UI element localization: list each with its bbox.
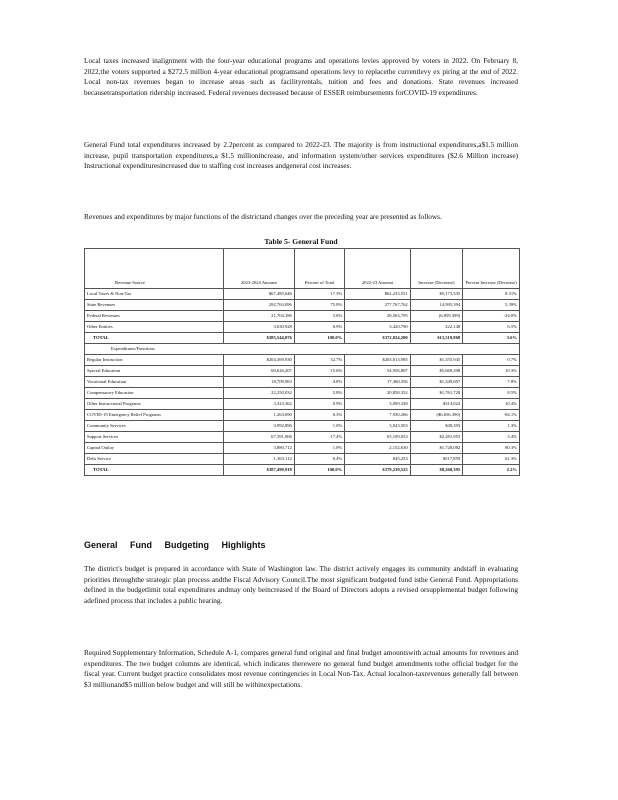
row-value: $1,728,082 xyxy=(410,443,463,454)
row-value: 17.3% xyxy=(294,289,344,300)
row-value: 3.6% xyxy=(463,333,520,344)
general-fund-table xyxy=(84,248,520,476)
row-value: 0.7% xyxy=(463,355,520,366)
row-value: 65,109,053 xyxy=(345,432,410,443)
table-row xyxy=(85,355,520,366)
row-label: Support Services xyxy=(85,432,224,443)
row-label: Federal Revenues xyxy=(85,311,224,322)
row-value: $372,024,200 xyxy=(345,333,410,344)
table-title: Table 5- General Fund xyxy=(264,237,338,246)
row-value: $49,393 xyxy=(410,421,463,432)
table-row xyxy=(85,399,520,410)
row-label: COVID-19 Emergency Relief Programs xyxy=(85,410,224,421)
table-row xyxy=(85,410,520,421)
row-value: -84.1% xyxy=(463,410,520,421)
table-row xyxy=(85,421,520,432)
header-source: Revenue Source xyxy=(85,249,224,289)
table-row xyxy=(85,300,520,311)
row-label: Local Taxes & Non-Tax xyxy=(85,289,224,300)
table-total-row xyxy=(85,333,520,344)
row-value: $203,013,985 xyxy=(345,355,410,366)
row-value: 100.0% xyxy=(294,465,344,476)
row-value: 277,767,762 xyxy=(345,300,410,311)
row-value: 0.9% xyxy=(294,322,344,333)
row-value: 1,363,112 xyxy=(223,454,294,465)
row-label: Special Education xyxy=(85,366,224,377)
row-value: 1.0% xyxy=(294,421,344,432)
table-row xyxy=(85,377,520,388)
row-value: 60,626,207 xyxy=(223,366,294,377)
paragraph-supplementary-info: Required Supplementary Information, Schedule A-1, compares general fund original and final budget amountswith actual amounts for revenues and expenditures. The two budget columns are identical, which indicates therewere no general fund budget amendments tothe official budget for the fiscal year. Current budget practice consolidates most revenue contingencies in Local Non-Tax. Actual localnon-taxrevenues generally fall between $3 millionand$5 million below budget and will still be withinexpectations. xyxy=(84,648,518,689)
row-label: Other Entities xyxy=(85,322,224,333)
row-value: 3,630,928 xyxy=(223,322,294,333)
row-value: 18,709,963 xyxy=(223,377,294,388)
table-row xyxy=(85,443,520,454)
row-value: $8,260,395 xyxy=(410,465,463,476)
row-value: 8.5% xyxy=(463,388,520,399)
row-value: 222,148 xyxy=(410,322,463,333)
row-value: $2,281,953 xyxy=(410,432,463,443)
row-value: 80.3% xyxy=(463,443,520,454)
table-row xyxy=(85,322,520,333)
row-value: 5.8% xyxy=(294,388,344,399)
row-value: 21,704,396 xyxy=(223,311,294,322)
row-label: Compensatory Education xyxy=(85,388,224,399)
paragraph-budget-process: The district's budget is prepared in accordance with State of Washington law. The district actively engages its community andstaff in evaluating priorities throughthe strategic plan process andthe Fiscal Advisory Council.The most significant budgeted fund isthe General Fund. Appropriations defined in the budgetlimit total expenditures andmay only beincreased if the Board of Directors adopts a revised orsupplemental budget following adefined process that includes a public hearing. xyxy=(84,564,518,605)
row-label: TOTAL xyxy=(85,333,224,344)
row-label: Regular Instruction xyxy=(85,355,224,366)
row-value: 0.4% xyxy=(294,454,344,465)
row-value: -24.0% xyxy=(463,311,520,322)
row-value: $1,355,945 xyxy=(410,355,463,366)
section-heading: General Fund Budgeting Highlights xyxy=(84,540,266,550)
row-value: 22,250,032 xyxy=(223,388,294,399)
row-value: 20,858,352 xyxy=(345,388,410,399)
paragraph-table-intro: Revenues and expenditures by major functions of the districtand changes over the preceding year are presented as follows. xyxy=(84,212,442,221)
row-value: 61.3% xyxy=(463,454,520,465)
row-value: (6,859,399) xyxy=(410,311,463,322)
row-value: $5,173,335 xyxy=(410,289,463,300)
row-value: $204,369,930 xyxy=(223,355,294,366)
row-value: $387,499,918 xyxy=(223,465,294,476)
row-value: 2.2% xyxy=(463,465,520,476)
row-value: 2,152,630 xyxy=(345,443,410,454)
row-value: 7.8% xyxy=(463,377,520,388)
row-value: ($6,656,396) xyxy=(410,410,463,421)
row-label: Other Instructional Programs xyxy=(85,399,224,410)
row-value: 1.0% xyxy=(294,443,344,454)
header-2022-amount: 2022-23 Amount xyxy=(345,249,410,289)
row-value: 67,391,006 xyxy=(223,432,294,443)
row-value: $5,669,398 xyxy=(410,366,463,377)
row-value: 0.9% xyxy=(294,399,344,410)
table-row xyxy=(85,366,520,377)
row-value: $385,544,076 xyxy=(223,333,294,344)
row-value: 3,420,790 xyxy=(345,322,410,333)
row-label: TOTAL xyxy=(85,465,224,476)
row-value: 7,930,266 xyxy=(345,410,410,421)
row-value: 54,956,807 xyxy=(345,366,410,377)
table-row xyxy=(85,454,520,465)
row-value: $517,859 xyxy=(410,454,463,465)
row-value: 1,263,690 xyxy=(223,410,294,421)
row-value: 3,009,338 xyxy=(345,399,410,410)
row-value: 5.39% xyxy=(463,300,520,311)
header-2023-amount: 2023-2024 Amount xyxy=(223,249,294,289)
table-row xyxy=(85,289,520,300)
row-value: 845,253 xyxy=(345,454,410,465)
section-label: Expenditures/Functions xyxy=(85,344,520,355)
row-value: $1,761,728 xyxy=(410,388,463,399)
row-value: 0.3% xyxy=(294,410,344,421)
table-row xyxy=(85,311,520,322)
row-value: 14,995,394 xyxy=(410,300,463,311)
row-value: 75.0% xyxy=(294,300,344,311)
row-label: Vocational Education xyxy=(85,377,224,388)
row-value: 292,763,096 xyxy=(223,300,294,311)
paragraph-expenditure-changes: General Fund total expenditures increased by 2.2percent as compared to 2022-23. The majority is from instructional expenditures,a$1.5 million increase, pupil transportation expenditures,a $1.5 millionincrease, and information system/other services expenditures ($2.6 Million increase) Instructional expendituresincreased due to staffing cost increases andgeneral cost increases. xyxy=(84,140,518,171)
row-label: Community Services xyxy=(85,421,224,432)
row-label: State Revenues xyxy=(85,300,224,311)
table-total-row xyxy=(85,465,520,476)
header-increase: Increase (Decrease) xyxy=(410,249,463,289)
header-percent-total: Percent of Total xyxy=(294,249,344,289)
row-value: $1,349,607 xyxy=(410,377,463,388)
row-value: 6.5% xyxy=(463,322,520,333)
row-label: Debt Service xyxy=(85,454,224,465)
row-value: 3,880,712 xyxy=(223,443,294,454)
row-value: 17,360,356 xyxy=(345,377,410,388)
row-value: $62,233,551 xyxy=(345,289,410,300)
row-value: $13,519,868 xyxy=(410,333,463,344)
table-row xyxy=(85,432,520,443)
row-value: 10.3% xyxy=(463,366,520,377)
row-label: Capital Outlay xyxy=(85,443,224,454)
table-section-row xyxy=(85,344,520,355)
table-row xyxy=(85,388,520,399)
row-value: 3.4% xyxy=(463,432,520,443)
row-value: 17.4% xyxy=(294,432,344,443)
row-value: 8.31% xyxy=(463,289,520,300)
row-value: $379,239,523 xyxy=(345,465,410,476)
row-value: 52.7% xyxy=(294,355,344,366)
row-value: $314,024 xyxy=(410,399,463,410)
row-value: 5.6% xyxy=(294,311,344,322)
row-value: 1.3% xyxy=(463,421,520,432)
row-value: 3,992,896 xyxy=(223,421,294,432)
table-header-row xyxy=(85,249,520,289)
row-value: $67,485,646 xyxy=(223,289,294,300)
row-value: 3,323,362 xyxy=(223,399,294,410)
row-value: 10.4% xyxy=(463,399,520,410)
row-value: 3,943,503 xyxy=(345,421,410,432)
paragraph-revenue-changes: Local taxes increased inalignment with the four-year educational programs and operations levies approved by voters in 2022. On February 8, 2022,the voters supported a $272.5 million 4-year educational programsand operations levy to replacethe currentlevy ex piring at the end of 2022. Local non-tax revenues began to increase areas such as facilityrentals, tuition and fees and donations. State revenues increased becausetransportation ridership increased. Federal revenues decreased because of ESSER reimbursements forCOVID-19 expenditures. xyxy=(84,56,518,97)
header-percent-increase: Percent Increase (Decrease) xyxy=(463,249,520,289)
row-value: 28,563,795 xyxy=(345,311,410,322)
row-value: 15.6% xyxy=(294,366,344,377)
row-value: 100.0% xyxy=(294,333,344,344)
row-value: 4.8% xyxy=(294,377,344,388)
